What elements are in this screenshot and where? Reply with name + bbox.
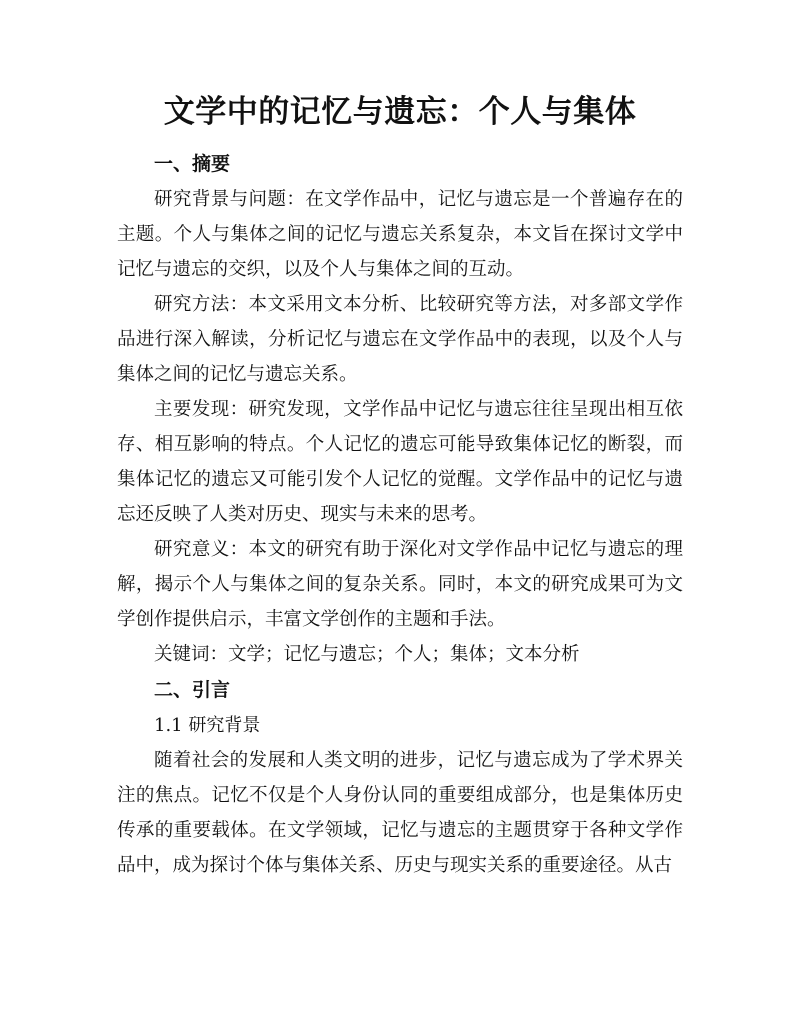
- keywords-line: 关键词：文学；记忆与遗忘；个人；集体；文本分析: [154, 644, 580, 665]
- abstract-background-paragraph: 研究背景与问题：在文学作品中，记忆与遗忘是一个普遍存在的主题。个人与集体之间的记忆与遗忘关系复杂，本文旨在探讨文学中记忆与遗忘的交织，以及个人与集体之间的互动。: [117, 189, 683, 280]
- intro-heading: 二、引言: [154, 679, 231, 701]
- abstract-findings-paragraph: 主要发现：研究发现，文学作品中记忆与遗忘往往呈现出相互依存、相互影响的特点。个人记忆的遗忘可能导致集体记忆的断裂，而集体记忆的遗忘又可能引发个人记忆的觉醒。文学作品中的记忆与遗忘还反映了人类对历史、现实与未来的思考。: [117, 399, 683, 525]
- abstract-heading: 一、摘要: [154, 153, 231, 175]
- document-body: [117, 145, 683, 883]
- document-title: 文学中的记忆与遗忘：个人与集体: [163, 94, 637, 130]
- intro-subheading: 1.1 研究背景: [154, 715, 261, 736]
- abstract-significance-paragraph: 研究意义：本文的研究有助于深化对文学作品中记忆与遗忘的理解，揭示个人与集体之间的复杂关系。同时，本文的研究成果可为文学创作提供启示，丰富文学创作的主题和手法。: [117, 539, 683, 630]
- abstract-method-paragraph: 研究方法：本文采用文本分析、比较研究等方法，对多部文学作品进行深入解读，分析记忆与遗忘在文学作品中的表现，以及个人与集体之间的记忆与遗忘关系。: [117, 294, 683, 385]
- intro-paragraph: 随着社会的发展和人类文明的进步，记忆与遗忘成为了学术界关注的焦点。记忆不仅是个人身份认同的重要组成部分，也是集体历史传承的重要载体。在文学领域，记忆与遗忘的主题贯穿于各种文学作品中，成为探讨个体与集体关系、历史与现实关系的重要途径。从古: [117, 750, 683, 876]
